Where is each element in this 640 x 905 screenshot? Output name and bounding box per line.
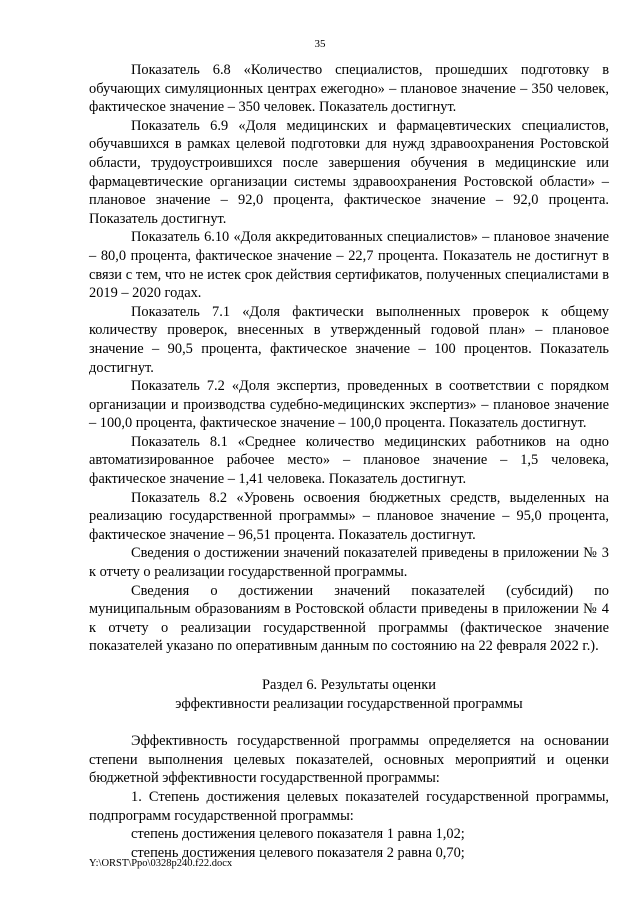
paragraph-indicator-7-2: Показатель 7.2 «Доля экспертиз, проведенных в соответствии с порядком организации и производства судебно-медицинских экспертиз» – плановое значение – 100,0 процента, фактическое значение – 100,0 процента. Показатель достигнут. <box>89 378 609 432</box>
document-body <box>89 61 609 862</box>
paragraph-indicator-8-1: Показатель 8.1 «Среднее количество медицинских работников на одно автоматизированное рабочее место» – плановое значение – 1,5 человека, фактическое значение – 1,41 человека. Показатель достигнут. <box>89 433 609 488</box>
file-path-footer: Y:\ORST\Ppo\0328p240.f22.docx <box>89 858 233 869</box>
list-item: степень достижения целевого показателя 1 равна 1,02; <box>131 826 465 843</box>
section-heading-line-2: эффективности реализации государственной программы <box>175 695 523 712</box>
paragraph-degree-achievement: 1. Степень достижения целевых показателей государственной программы, подпрограмм государственной программы: <box>89 788 609 824</box>
paragraph-efficiency-intro: Эффективность государственной программы определяется на основании степени выполнения целевых показателей, основных мероприятий и оценки бюджетной эффективности государственной программы: <box>89 733 609 787</box>
paragraph-appendix-3: Сведения о достижении значений показателей приведены в приложении № 3 к отчету о реализации государственной программы. <box>89 545 609 581</box>
paragraph-indicator-6-10: Показатель 6.10 «Доля аккредитованных специалистов» – плановое значение – 80,0 процента, фактическое значение – 22,7 процента. Показатель не достигнут в связи с тем, что не истек срок действия сертификатов, полученных специалистами в 2019 – 2020 годах. <box>89 229 609 302</box>
list-item: степень достижения целевого показателя 2 равна 0,70; <box>131 844 465 861</box>
paragraph-indicator-6-8: Показатель 6.8 «Количество специалистов, прошедших подготовку в обучающих симуляционных центрах ежегодно» – плановое значение – 350 человек, фактическое значение – 350 человек. Показатель достигнут. <box>89 62 609 116</box>
paragraph-appendix-4: Сведения о достижении значений показателей (субсидий) по муниципальным образованиям в Ростовской области приведены в приложении № 4 к отчету о реализации государственной программы (фактическое значение показателей указано по оперативным данным по состоянию на 22 февраля 2022 г.). <box>89 582 609 655</box>
paragraph-indicator-6-9: Показатель 6.9 «Доля медицинских и фармацевтических специалистов, обучавшихся в рамках целевой подготовки для нужд здравоохранения Ростовской области, трудоустроившихся после завершения обучения в медицинские или фармацевтические организации системы здравоохранения Ростовской области» – плановое значение – 92,0 процента, фактическое значение – 92,0 процента. Показатель достигнут. <box>89 117 609 227</box>
section-heading-line-1: Раздел 6. Результаты оценки <box>262 677 436 693</box>
paragraph-indicator-8-2: Показатель 8.2 «Уровень освоения бюджетных средств, выделенных на реализацию государственной программы» – плановое значение – 95,0 процента, фактическое значение – 96,51 процента. Показатель достигнут. <box>89 489 609 543</box>
page-number: 35 <box>314 38 326 50</box>
paragraph-indicator-7-1: Показатель 7.1 «Доля фактически выполненных проверок к общему количеству проверок, внесенных в утвержденный годовой план» – плановое значение – 90,5 процента, фактическое значение – 100 процентов. Показатель достигнут. <box>89 303 609 376</box>
section-heading <box>89 676 609 713</box>
